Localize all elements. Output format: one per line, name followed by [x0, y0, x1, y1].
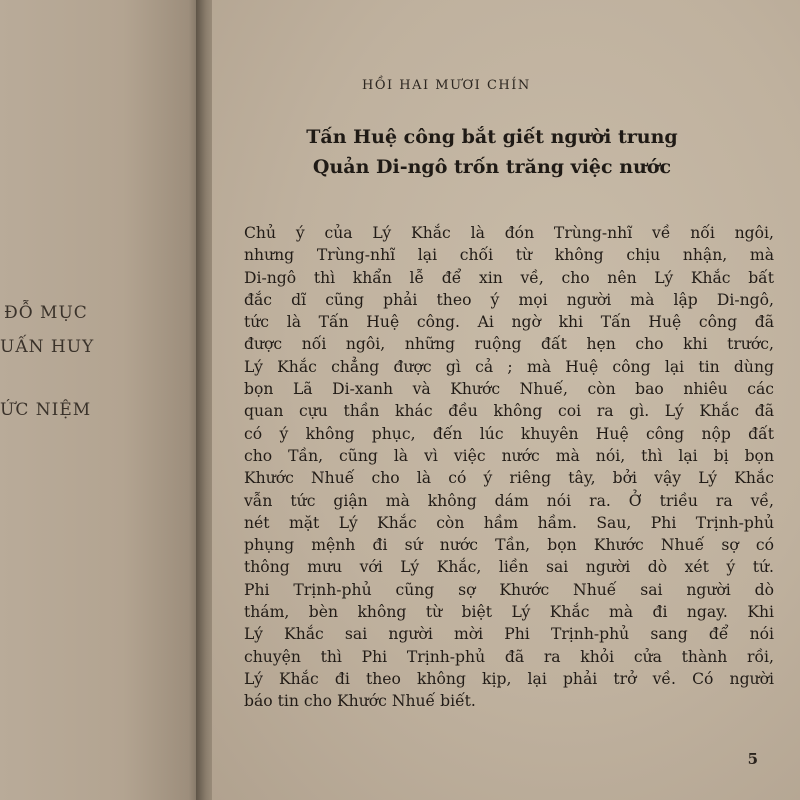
body-line: phụng mệnh đi sứ nước Tần, bọn Khước Nhuế sợ có	[244, 536, 774, 555]
body-line: cho Tần, cũng là vì việc nước mà nói, thì lại bị bọn	[244, 446, 774, 465]
body-line: thám, bèn không từ biệt Lý Khắc mà đi ngay. Khi	[244, 603, 774, 622]
body-line: Chủ ý của Lý Khắc là đón Trùng-nhĩ về nối ngôi,	[244, 224, 774, 242]
body-line: Lý Khắc chẳng được gì cả ; mà Huệ công lại tin dùng	[244, 357, 774, 376]
chapter-title-line-1: Tấn Huệ công bắt giết người trung	[306, 126, 678, 148]
body-line: tức là Tấn Huệ công. Ai ngờ khi Tấn Huệ công đã	[244, 313, 774, 332]
body-line: chuyện thì Phi Trịnh-phủ đã ra khỏi cửa thành rồi,	[244, 647, 774, 666]
body-line: Di-ngô thì khẩn lễ để xin về, cho nên Lý Khắc bất	[244, 268, 774, 287]
left-page-text-line: UẤN HUY	[0, 337, 95, 357]
page-number: 5	[747, 750, 758, 768]
left-page	[0, 0, 205, 800]
body-line: được nối ngôi, những ruộng đất hẹn cho khi trước,	[244, 335, 774, 354]
right-page	[212, 0, 800, 800]
body-line: vẫn tức giận mà không dám nói ra. Ở triều ra về,	[244, 491, 774, 510]
body-line: báo tin cho Khước Nhuế biết.	[244, 692, 476, 711]
body-line: nét mặt Lý Khắc còn hầm hầm. Sau, Phi Trịnh-phủ	[244, 513, 774, 532]
body-line: đắc dĩ cũng phải theo ý mọi người mà lập Di-ngô,	[244, 290, 774, 309]
body-line: Khước Nhuế cho là có ý riêng tây, bởi vậy Lý Khắc	[244, 469, 774, 488]
body-line: Phi Trịnh-phủ cũng sợ Khước Nhuế sai người dò	[244, 580, 774, 599]
body-line: có ý không phục, đến lúc khuyên Huệ công nộp đất	[244, 424, 774, 443]
body-line: thông mưu với Lý Khắc, liền sai người dò xét ý tứ.	[244, 558, 774, 577]
body-line: Lý Khắc sai người mời Phi Trịnh-phủ sang để nói	[244, 625, 774, 644]
body-line: quan cựu thần khác đều không coi ra gì. Lý Khắc đã	[244, 402, 774, 421]
chapter-header: HỒI HAI MƯƠI CHÍN	[362, 78, 531, 93]
body-line: bọn Lã Di-xanh và Khước Nhuế, còn bao nhiêu các	[244, 380, 774, 399]
left-page-text-line: ỨC NIỆM	[0, 400, 92, 420]
body-line: nhưng Trùng-nhĩ lại chối từ không chịu nhận, mà	[244, 246, 774, 265]
body-line: Lý Khắc đi theo không kịp, lại phải trở về. Có người	[244, 669, 774, 688]
body-text	[244, 222, 774, 713]
left-page-text-line: ĐỖ MỤC	[4, 303, 88, 323]
chapter-title-line-2: Quản Di-ngô trốn trăng việc nước	[312, 156, 672, 178]
